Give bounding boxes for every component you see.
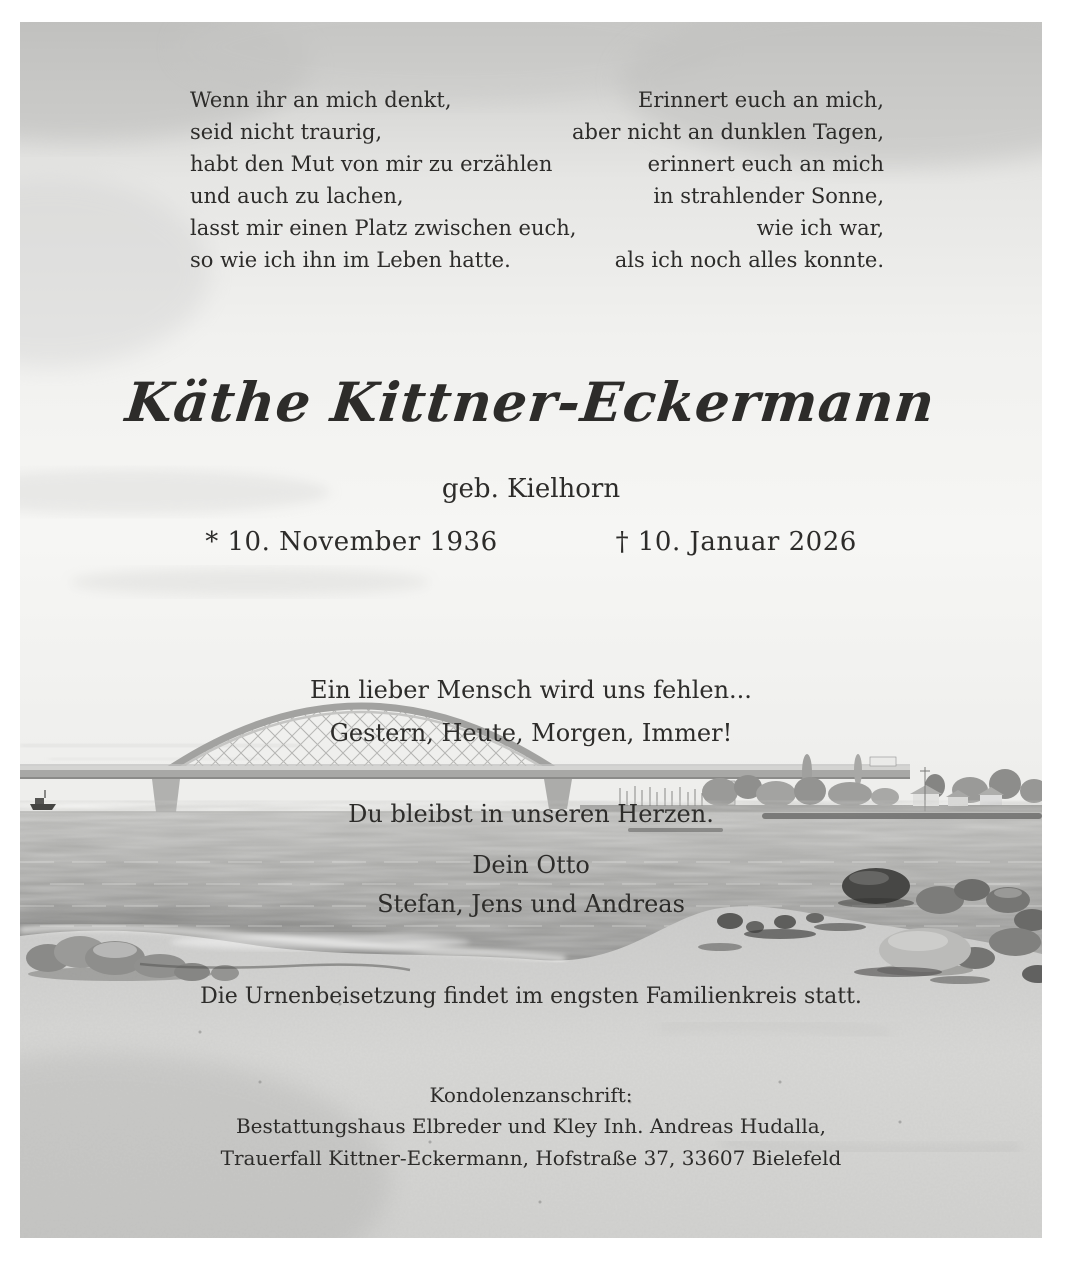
- poem-line: seid nicht traurig,: [190, 120, 383, 144]
- mourner-line-2: Stefan, Jens und Andreas: [377, 890, 685, 918]
- poem-line: als ich noch alles konnte.: [614, 248, 884, 272]
- tribute-line-2: Gestern, Heute, Morgen, Immer!: [329, 719, 733, 747]
- funeral-info: Die Urnenbeisetzung findet im engsten Familienkreis statt.: [200, 984, 862, 1009]
- poem-line: habt den Mut von mir zu erzählen: [190, 152, 553, 176]
- remembrance-line: Du bleibst in unseren Herzen.: [348, 800, 714, 828]
- mourner-line-1: Dein Otto: [472, 851, 590, 879]
- poem-line: wie ich war,: [756, 216, 884, 240]
- death-date: † 10. Januar 2026: [615, 527, 857, 557]
- poem-line: so wie ich ihn im Leben hatte.: [190, 248, 511, 272]
- poem-line: in strahlender Sonne,: [653, 184, 884, 208]
- poem-line: lasst mir einen Platz zwischen euch,: [190, 216, 577, 240]
- condolence-address-line-1: Bestattungshaus Elbreder und Kley Inh. Andreas Hudalla,: [235, 1114, 827, 1138]
- poem-line: Wenn ihr an mich denkt,: [190, 88, 452, 112]
- tribute-line-1: Ein lieber Mensch wird uns fehlen...: [310, 676, 752, 704]
- poem-line: aber nicht an dunklen Tagen,: [572, 120, 884, 144]
- life-dates: [20, 527, 1042, 557]
- deceased-name-text: Käthe Kittner-Eckermann: [123, 370, 939, 434]
- condolence-address-line-2: Trauerfall Kittner-Eckermann, Hofstraße 37, 33607 Bielefeld: [220, 1146, 842, 1170]
- condolence-heading: Kondolenzanschrift:: [429, 1083, 633, 1107]
- maiden-name: geb. Kielhorn: [441, 474, 621, 504]
- deceased-name: [20, 370, 1042, 434]
- poem-left-column: [190, 84, 576, 276]
- poem-right-column: [572, 84, 884, 276]
- poem-line: erinnert euch an mich: [647, 152, 884, 176]
- bridge-deck: [20, 764, 910, 779]
- birth-date: * 10. November 1936: [205, 527, 498, 557]
- truck-on-bridge: [870, 757, 896, 766]
- poem-line: und auch zu lachen,: [190, 184, 404, 208]
- poem-line: Erinnert euch an mich,: [638, 88, 884, 112]
